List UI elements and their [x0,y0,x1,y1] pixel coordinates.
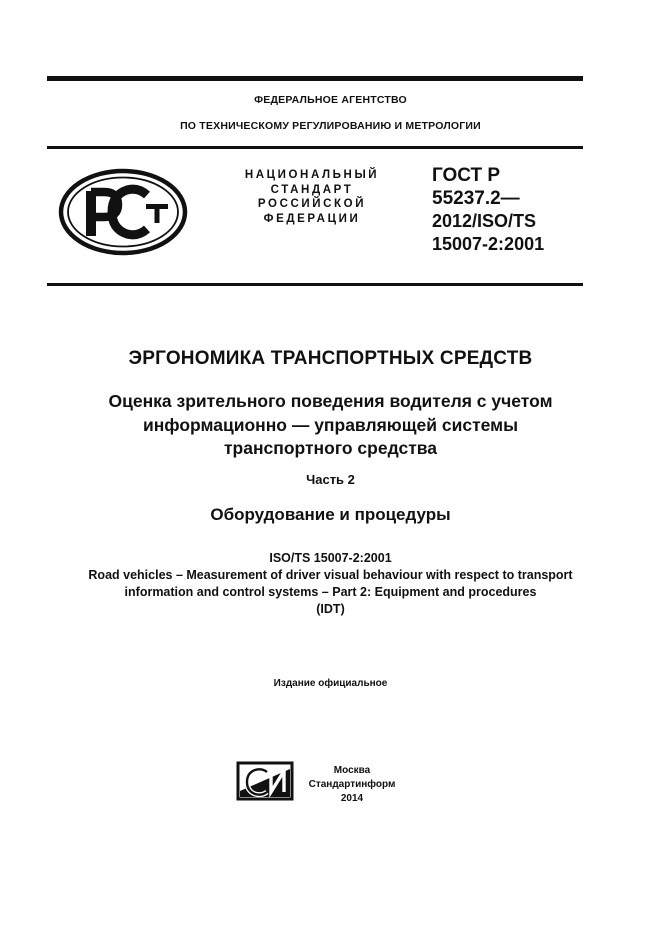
standartinform-logo-icon [236,761,294,801]
national-line: СТАНДАРТ [270,183,354,196]
standard-designation [432,164,582,256]
designation-line: 55237.2— [432,188,520,209]
national-line: НАЦИОНАЛЬНЫЙ [244,169,380,181]
publisher-city: Москва [333,765,371,776]
english-title-line: information and control systems – Part 2: Equipment and procedures [124,585,537,599]
publisher-name: Стандартинформ [308,779,396,790]
subtitle-line: информационно — управляющей системы [142,414,519,435]
rst-logo-icon [58,168,188,256]
national-standard-label [236,168,388,226]
publisher-info [296,764,408,806]
english-title-line: (IDT) [316,602,345,616]
subtitle-line: транспортного средства [223,438,438,458]
english-title-block [0,550,661,618]
subtitle-line: Оценка зрительного поведения водителя с учетом [108,391,553,411]
designation-line: 2012/ISO/TS [432,211,537,231]
agency-line-1: ФЕДЕРАЛЬНОЕ АГЕНТСТВО [254,94,407,106]
national-line: ФЕДЕРАЦИИ [263,212,361,225]
designation-line: 15007-2:2001 [432,234,545,254]
national-line: РОССИЙСКОЙ [257,198,367,210]
header-bottom-rule [47,283,583,286]
edition-label: Издание официальное [273,678,388,689]
english-title-line: Road vehicles – Measurement of driver visual behaviour with respect to transport [88,568,573,582]
document-subtitle [0,390,661,461]
part-title: Оборудование и процедуры [210,505,451,524]
iso-reference: ISO/TS 15007-2:2001 [269,551,392,565]
top-thick-rule [47,76,583,81]
document-title: ЭРГОНОМИКА ТРАНСПОРТНЫХ СРЕДСТВ [128,348,533,369]
part-number: Часть 2 [306,472,355,487]
agency-line-2: ПО ТЕХНИЧЕСКОМУ РЕГУЛИРОВАНИЮ И МЕТРОЛОГИИ [180,120,481,132]
header-rule [47,146,583,149]
designation-line: ГОСТ Р [432,165,501,186]
publication-year: 2014 [340,793,364,804]
